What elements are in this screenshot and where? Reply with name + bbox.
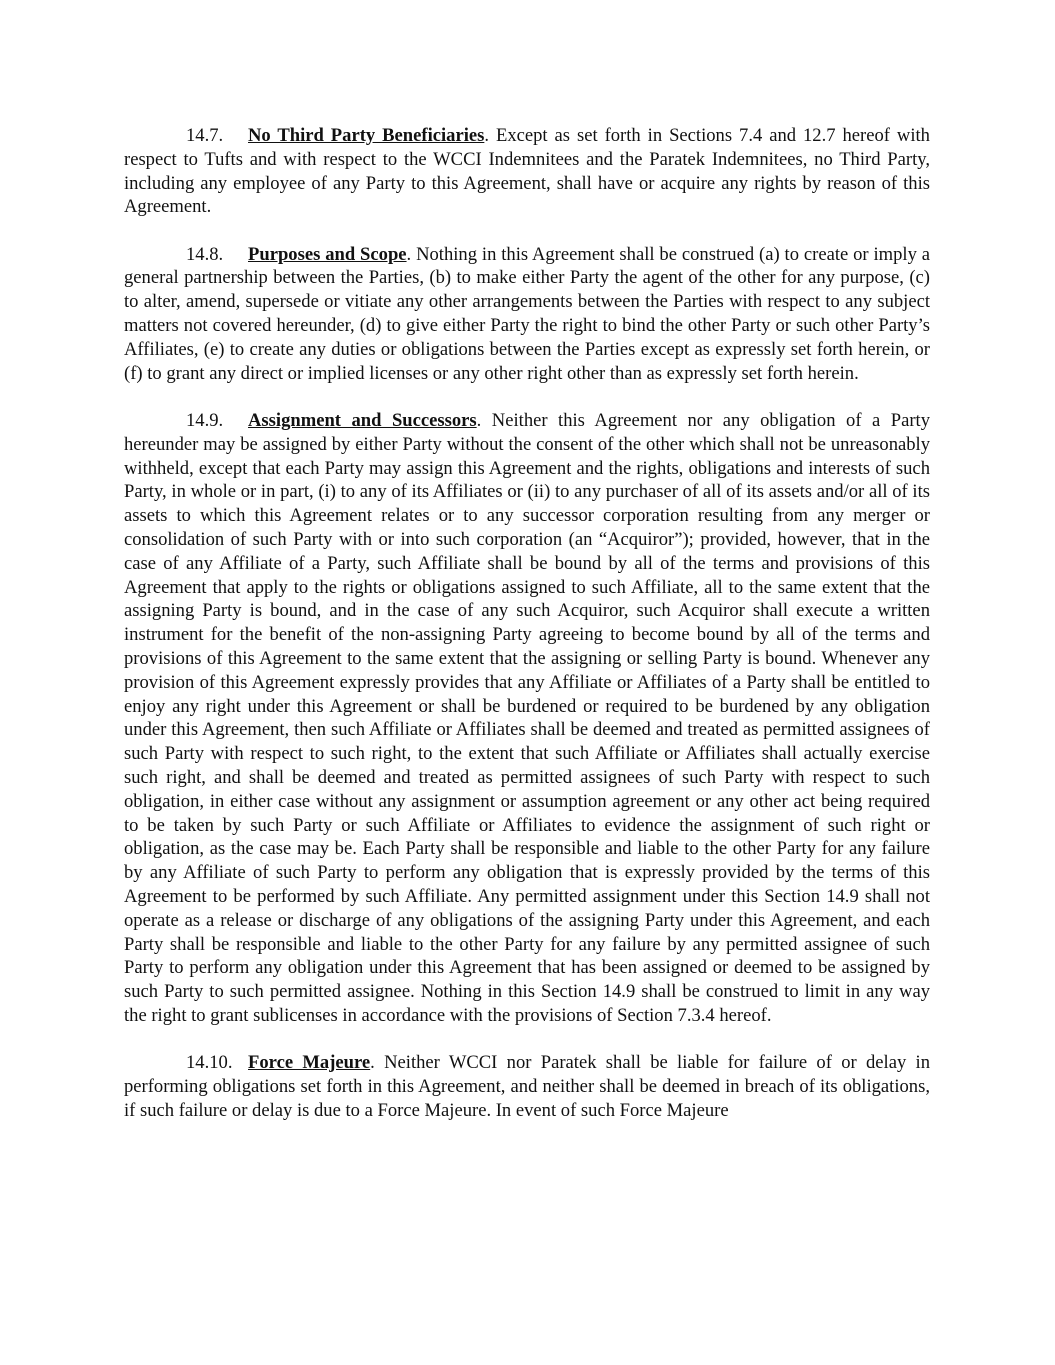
section-14-7: [124, 124, 930, 219]
section-heading: Purposes and Scope: [248, 243, 407, 265]
section-number: 14.10.: [186, 1052, 233, 1074]
document-page: [124, 124, 930, 1146]
section-number: 14.8.: [186, 243, 224, 265]
section-14-8: [124, 243, 930, 386]
section-body: . Except as set forth in Sections 7.4 and 12.7 hereof with respect to Tufts and with respect to the WCCI Indemnitees and the Paratek Indemnitees, no Third Party, including any employee of any Party to this Agreement, shall have or acquire any rights by reason of this Agreement.: [124, 125, 930, 218]
section-heading: No Third Party Beneficiaries: [248, 125, 485, 146]
section-heading: Force Majeure: [248, 1052, 371, 1074]
section-number: 14.9.: [186, 409, 224, 431]
section-body: . Nothing in this Agreement shall be construed (a) to create or imply a general partnership between the Parties, (b) to make either Party the agent of the other for any purpose, (c) to alter, amend, supersede or vitiate any other arrangements between the Parties with respect to any subject matters not covered hereunder, (d) to give either Party the right to bind the other Party or such other Party’s Affiliates, (e) to create any duties or obligations between the Parties except as expressly set forth herein, or (f) to grant any direct or implied licenses or any other right other than as expressly set forth herein.: [124, 243, 931, 384]
section-body: . Neither this Agreement nor any obligation of a Party hereunder may be assigned by either Party without the consent of the other which shall not be unreasonably withheld, except that each Party may assign this Agreement and the rights, obligations and interests of such Party, in whole or in part, (i) to any of its Affiliates or (ii) to any purchaser of all of its assets and/or all of its assets to which this Agreement relates or to any successor corporation resulting from any merger or consolidation of such Party with or into such corporation (an “Acquiror”); provided, however, that in the case of any Affiliate of a Party, such Affiliate shall be bound by all of the terms and provisions of this Agreement that apply to the rights or obligations assigned to such Affiliate, all to the same extent that the assigning Party is bound, and in the case of any such Acquiror, such Acquiror shall execute a written instrument for the benefit of the non-assigning Party agreeing to become bound by all of the terms and provisions of this Agreement to the same extent that the assigning or selling Party is bound. Whenever any provision of this Agreement expressly provides that any Affiliate or Affiliates of a Party shall be entitled to enjoy any right under this Agreement or shall be burdened or required to be burdened by any obligation under this Agreement, then such Affiliate or Affiliates shall be deemed and treated as permitted assignees of such Party with respect to such right, to the extent that such Affiliate or Affiliates shall actually exercise such right, and shall be deemed and treated as permitted assignees of such Party with respect to such obligation, in either case without any assignment or assumption agreement or any other act being required to be taken by such Party or such Affiliate or Affiliates to evidence the assignment of such right or obligation, as the case may be. Each Party shall be responsible and liable to the other Party for any failure by any Affiliate of such Party to perform any obligation that is expressly provided by the terms of this Agreement to be performed by such Affiliate. Any permitted assignment under this Section 14.9 shall not operate as a release or discharge of any obligations of the assigning Party under this Agreement, and each Party shall be responsible and liable to the other Party for any failure by any permitted assignee of such Party to perform any obligation under this Agreement that has been assigned or deemed to be assigned by such Party to such permitted assignee. Nothing in this Section 14.9 shall be construed to limit in any way the right to grant sublicenses in accordance with the provisions of Section 7.3.4 hereof.: [124, 409, 931, 1026]
section-heading: Assignment and Successors: [248, 409, 477, 431]
section-14-9: [124, 409, 930, 1028]
section-number: 14.7.: [186, 125, 224, 146]
section-body: . Neither WCCI nor Paratek shall be liable for failure of or delay in performing obligations set forth in this Agreement, and neither shall be deemed in breach of its obligations, if such failure or delay is due to a Force Majeure. In event of such Force Majeure: [124, 1052, 930, 1121]
section-14-10: [124, 1051, 930, 1122]
